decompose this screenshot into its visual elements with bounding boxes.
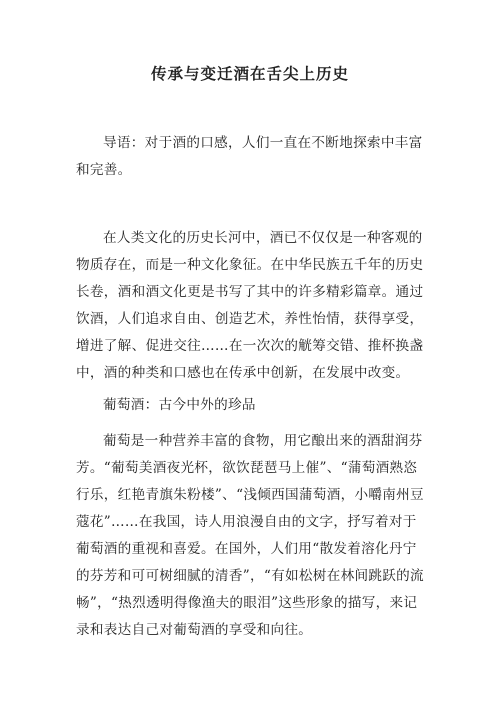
section-heading-wine: 葡萄酒：古今中外的珍品 xyxy=(103,397,256,413)
body-paragraph-wine: 葡萄是一种营养丰富的食物，用它酿出来的酒甜润芬芳。“葡萄美酒夜光杯，欲饮琵琶马上催”、“蒲萄酒熟恣行乐，红艳青旗朱粉楼”、“浅倾西国蒲萄酒，小嚼南州豆蔻花”……在我国，诗人用浪漫自由的文字，抒写着对于葡萄酒的重视和喜爱。在国外，人们用“散发着溶化丹宁的芬芳和可可树细腻的清香”，“有如松树在林间跳跃的流畅”，“热烈透明得像渔夫的眼泪”这些形象的描写，来记录和表达自己对葡萄酒的享受和向往。 xyxy=(76,433,424,638)
intro-paragraph: 导语：对于酒的口感，人们一直在不断地探索中丰富和完善。 xyxy=(76,135,423,178)
body-paragraph-history: 在人类文化的历史长河中，酒已不仅仅是一种客观的物质存在，而是一种文化象征。在中华民族五千年的历史长卷，酒和酒文化更是书写了其中的许多精彩篇章。通过饮酒，人们追求自由、创造艺术，养性怡情，获得享受，增进了解、促进交往……在一次次的觥筹交错、推杯换盏中，酒的种类和口感也在传承中创新，在发展中改变。 xyxy=(76,230,424,381)
document-title: 传承与变迁酒在舌尖上历史 xyxy=(150,64,349,83)
